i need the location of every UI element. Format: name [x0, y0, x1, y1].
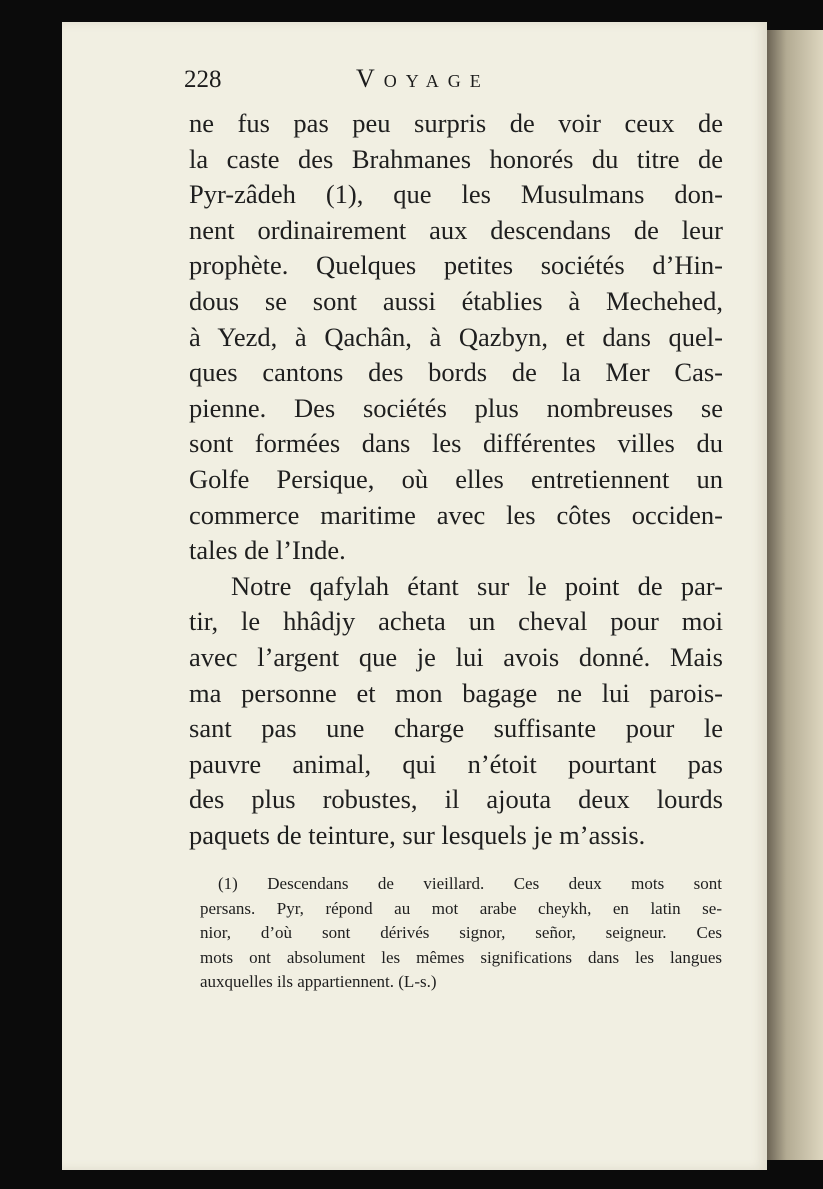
text-line: commerce maritime avec les côtes occiden- [189, 499, 723, 530]
paragraph-start-line: Notre qafylah étant sur le point de par- [231, 570, 723, 601]
text-line: ne fus pas peu surpris de voir ceux de [189, 108, 723, 138]
text-line: nent ordinairement aux descendans de leur [189, 214, 723, 245]
page-number: 228 [184, 66, 222, 93]
page-header [184, 64, 724, 98]
footnote-line: persans. Pyr, répond au mot arabe cheykh, en latin se- [200, 898, 722, 918]
footnote-line: auxquelles ils appartiennent. (L-s.) [200, 972, 437, 991]
footnote-line: (1) Descendans de vieillard. Ces deux mots sont [218, 874, 722, 893]
text-line: Golfe Persique, où elles entretiennent un [189, 463, 723, 494]
text-line: avec l’argent que je lui avois donné. Mais [189, 641, 723, 672]
text-line: à Yezd, à Qachân, à Qazbyn, et dans quel- [189, 321, 723, 352]
adjacent-page-edge [767, 30, 823, 1160]
text-line: prophète. Quelques petites sociétés d’Hin- [189, 250, 723, 281]
footnote [200, 872, 722, 995]
text-line: sont formées dans les différentes villes du [189, 428, 723, 459]
text-line: ques cantons des bords de la Mer Cas- [189, 357, 723, 388]
text-line: ma personne et mon bagage ne lui parois- [189, 677, 723, 708]
text-line: la caste des Brahmanes honorés du titre de [189, 143, 723, 174]
footnote-line: nior, d’où sont dérivés signor, señor, seigneur. Ces [200, 923, 722, 942]
text-line: tir, le hhâdjy acheta un cheval pour moi [189, 606, 723, 637]
text-line: dous se sont aussi établies à Mechehed, [189, 285, 723, 316]
text-line: pauvre animal, qui n’étoit pourtant pas [189, 748, 723, 779]
text-line: sant pas une charge suffisante pour le [189, 713, 723, 744]
main-text [189, 106, 723, 853]
text-line: des plus robustes, il ajouta deux lourds [189, 784, 723, 815]
text-line: pienne. Des sociétés plus nombreuses se [189, 392, 723, 423]
running-head: Voyage [356, 64, 490, 93]
text-line: paquets de teinture, sur lesquels je m’assis. [189, 819, 646, 850]
footnote-line: mots ont absolument les mêmes significations dans les langues [200, 947, 722, 967]
text-line: tales de l’Inde. [189, 535, 346, 566]
text-line: Pyr-zâdeh (1), que les Musulmans don- [189, 179, 723, 210]
